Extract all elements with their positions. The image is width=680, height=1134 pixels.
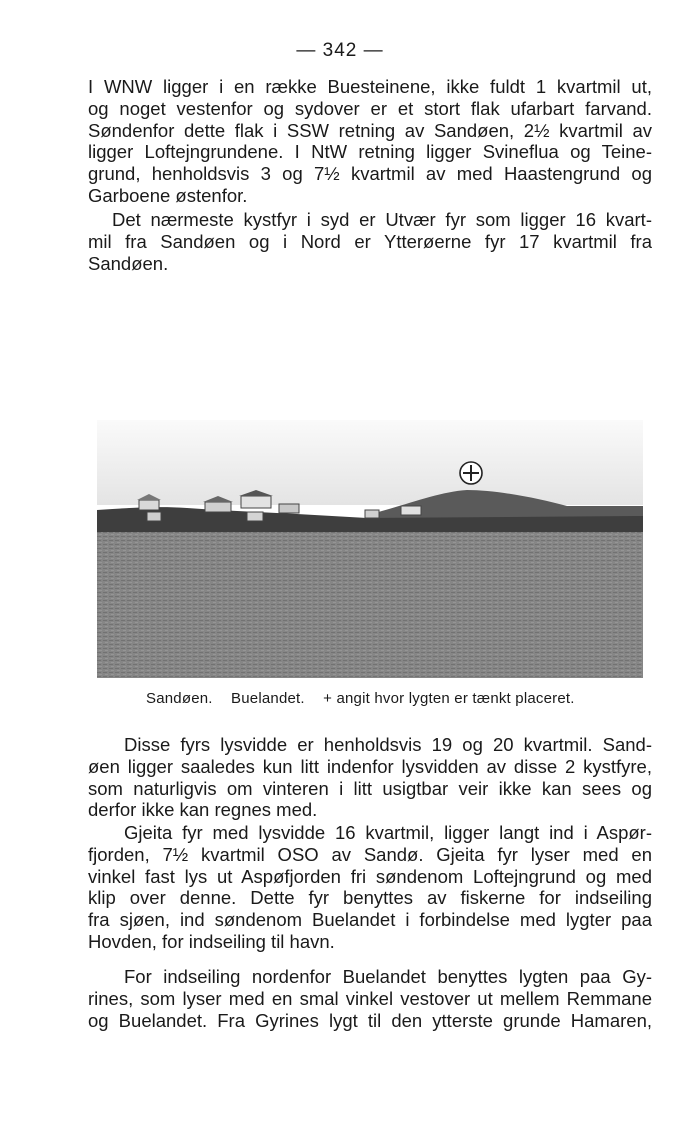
text-line: Gjeita fyr med lysvidde 16 kvartmil, ligger langt ind i Aspør- (124, 822, 652, 843)
text-line: grund, henholdsvis 3 og 7½ kvartmil av med Haastengrund og (88, 163, 652, 185)
text-line: og noget vestenfor og sydover er et stort flak ufarbart farvand. (88, 97, 652, 119)
paragraph-3 (88, 734, 652, 821)
figure-caption (146, 690, 589, 707)
text-line: mil fra Sandøen og i Nord er Ytterøerne fyr 17 kvartmil fra (88, 230, 652, 252)
text-line: Sandøen. (88, 252, 169, 274)
text-line: Hovden, for indseiling til havn. (88, 930, 335, 952)
text-line: rines, som lyser med en smal vinkel vestover ut mellem Remmane (88, 987, 652, 1009)
text-line: I WNW ligger i en række Buesteinene, ikke fuldt 1 kvartmil ut, (88, 76, 652, 97)
text-line: For indseiling nordenfor Buelandet benyttes lygten paa Gy- (124, 966, 652, 987)
text-line: Det nærmeste kystfyr i syd er Utvær fyr som ligger 16 kvart- (112, 209, 652, 230)
text-line: Disse fyrs lysvidde er henholdsvis 19 og 20 kvartmil. Sand- (124, 734, 652, 755)
caption-label-sandoen: Sandøen. (146, 690, 213, 707)
paragraph-2 (88, 209, 652, 274)
text-line: Søndenfor dette flak i SSW retning av Sandøen, 2½ kvartmil av (88, 119, 652, 141)
caption-note: + angit hvor lygten er tænkt placeret. (323, 690, 575, 707)
paragraph-5 (88, 966, 652, 1031)
text-line: Garboene østenfor. (88, 184, 248, 206)
paragraph-4 (88, 822, 652, 953)
text-line: og Buelandet. Fra Gyrines lygt til den ytterste grunde Hamaren, (88, 1009, 652, 1031)
text-line: fjorden, 7½ kvartmil OSO av Sandø. Gjeita fyr lyser med en (88, 843, 652, 865)
text-line: øen ligger saaledes kun litt indenfor lysvidden av disse 2 kystfyre, (88, 755, 652, 777)
text-line: ligger Loftejngrundene. I NtW retning ligger Svineflua og Teine- (88, 141, 652, 163)
text-line: fra sjøen, ind søndenom Buelandet i forbindelse med lygter paa (88, 909, 652, 931)
text-line: klip over denne. Dette fyr benyttes av fiskerne for indseiling (88, 887, 652, 909)
text-line: derfor ikke kan regnes med. (88, 799, 318, 821)
page-number: — 342 — (296, 40, 384, 61)
lighthouse-marker-icon (460, 462, 482, 484)
text-line: som naturligvis om vinteren i litt usigtbar veir ikke kan sees og (88, 777, 652, 799)
caption-label-buelandet: Buelandet. (231, 690, 305, 707)
landscape-photo (97, 420, 643, 678)
paragraph-1 (88, 76, 652, 207)
text-line: vinkel fast lys ut Aspøfjorden fri søndenom Loftejngrund og med (88, 865, 652, 887)
photo-image (97, 420, 643, 678)
